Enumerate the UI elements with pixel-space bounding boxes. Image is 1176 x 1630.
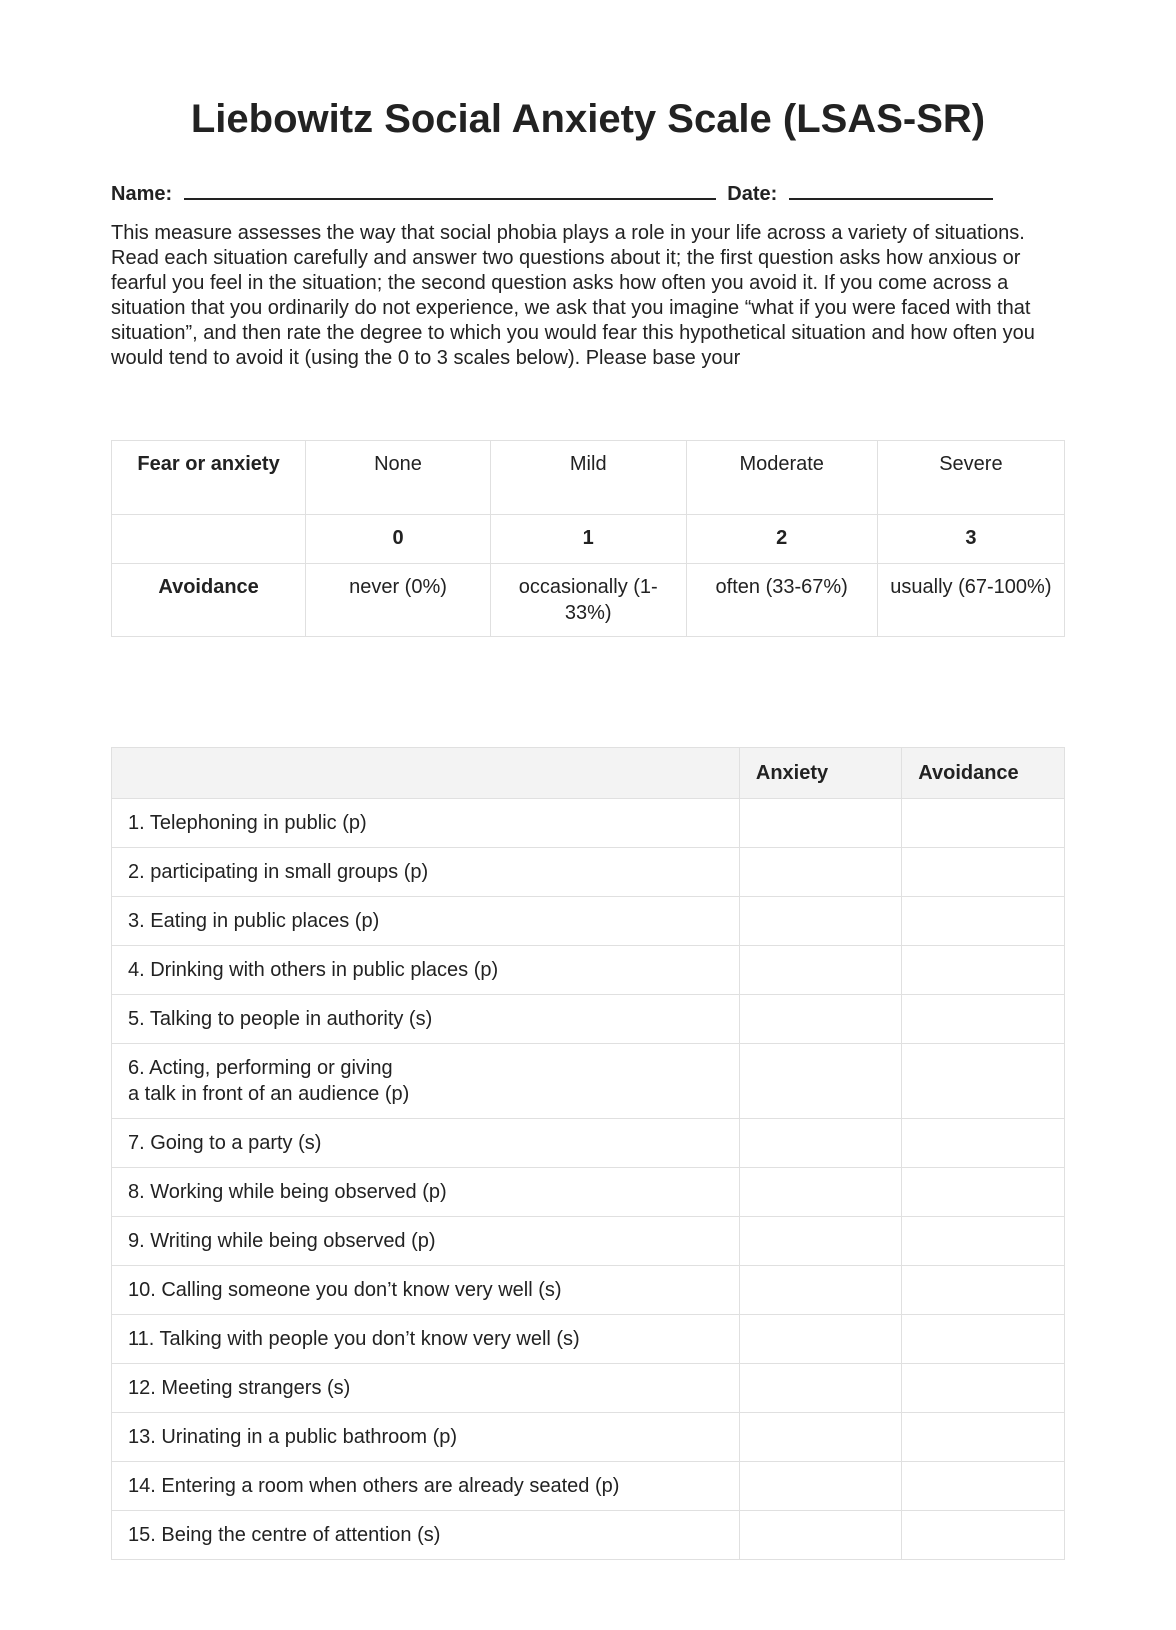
score-1: 1 [490,515,686,564]
anxiety-rating-cell[interactable] [739,1119,901,1168]
score-blank-cell [112,515,306,564]
header-avoidance: Avoidance [902,748,1065,799]
avoidance-rating-cell[interactable] [902,897,1065,946]
fear-row [112,441,1065,515]
anxiety-rating-cell[interactable] [739,995,901,1044]
avoidance-rating-cell[interactable] [902,1413,1065,1462]
score-row [112,515,1065,564]
avoidance-rating-cell[interactable] [902,946,1065,995]
score-0: 0 [306,515,491,564]
avoidance-rating-cell[interactable] [902,995,1065,1044]
situation-text: 14. Entering a room when others are already seated (p) [128,1475,620,1497]
name-field[interactable] [184,180,716,200]
avoidance-rating-cell[interactable] [902,1266,1065,1315]
situation-cell [112,946,740,995]
avoidance-rating-cell[interactable] [902,848,1065,897]
situation-cell [112,995,740,1044]
situation-cell [112,1315,740,1364]
anxiety-rating-cell[interactable] [739,1168,901,1217]
anxiety-rating-cell[interactable] [739,897,901,946]
situation-text: 2. participating in small groups (p) [128,861,429,883]
situation-text: 1. Telephoning in public (p) [128,812,367,834]
table-row [112,848,1065,897]
situation-cell [112,1168,740,1217]
table-row [112,1217,1065,1266]
situations-table [111,747,1065,1560]
situation-cell [112,1364,740,1413]
name-date-row [111,180,999,206]
anxiety-rating-cell[interactable] [739,1462,901,1511]
avoidance-rating-cell[interactable] [902,1315,1065,1364]
situation-text: 6. Acting, performing or giving [128,1057,393,1079]
fear-level-none: None [306,441,491,515]
table-row [112,1266,1065,1315]
score-2: 2 [686,515,877,564]
situation-text: 3. Eating in public places (p) [128,910,380,932]
name-label: Name: [111,183,173,205]
situation-text: 11. Talking with people you don’t know very well (s) [128,1328,580,1350]
fear-label: Fear or anxiety [112,441,306,515]
avoidance-row [112,564,1065,637]
table-row [112,1168,1065,1217]
table-row [112,1511,1065,1560]
situation-cell [112,1462,740,1511]
fear-level-severe: Severe [877,441,1064,515]
situation-cell [112,1413,740,1462]
situations-body [112,799,1065,1560]
situation-text: 10. Calling someone you don’t know very well (s) [128,1279,562,1301]
situation-cell [112,1266,740,1315]
situation-text: 5. Talking to people in authority (s) [128,1008,433,1030]
anxiety-rating-cell[interactable] [739,1511,901,1560]
anxiety-rating-cell[interactable] [739,1044,901,1119]
avoidance-label: Avoidance [112,564,306,637]
header-anxiety: Anxiety [739,748,901,799]
avoidance-level-never: never (0%) [306,564,491,637]
situation-cell [112,1217,740,1266]
rating-scale-table [111,440,1065,637]
table-row [112,946,1065,995]
situations-header-row [112,748,1065,799]
anxiety-rating-cell[interactable] [739,1364,901,1413]
date-field[interactable] [789,180,993,200]
situation-text: 15. Being the centre of attention (s) [128,1524,441,1546]
header-situation [112,748,740,799]
table-row [112,995,1065,1044]
avoidance-rating-cell[interactable] [902,1044,1065,1119]
instructions-paragraph: This measure assesses the way that social phobia plays a role in your life across a variety of situations. Read each situation carefully and answer two questions about it; the first question asks how anxious or fearful you feel in the situation; the second question asks how often you avoid it. If you come across a situation that you ordinarily do not experience, we ask that you imagine “what if you were faced with that situation”, and then rate the degree to which you would fear this hypothetical situation and how often you would tend to avoid it (using the 0 to 3 scales below). Please base your [111,222,1035,369]
situation-cell [112,848,740,897]
situation-text: 4. Drinking with others in public places (p) [128,959,499,981]
anxiety-rating-cell[interactable] [739,1266,901,1315]
table-row [112,1462,1065,1511]
anxiety-rating-cell[interactable] [739,1217,901,1266]
page-title: Liebowitz Social Anxiety Scale (LSAS-SR) [190,97,986,141]
avoidance-rating-cell[interactable] [902,799,1065,848]
situation-text: 8. Working while being observed (p) [128,1181,447,1203]
avoidance-level-usually: usually (67-100%) [877,564,1064,637]
anxiety-rating-cell[interactable] [739,946,901,995]
situation-cell [112,897,740,946]
avoidance-level-occasionally: occasionally (1-33%) [490,564,686,637]
table-row [112,1044,1065,1119]
anxiety-rating-cell[interactable] [739,848,901,897]
situation-text: 13. Urinating in a public bathroom (p) [128,1426,458,1448]
anxiety-rating-cell[interactable] [739,1413,901,1462]
avoidance-rating-cell[interactable] [902,1364,1065,1413]
avoidance-rating-cell[interactable] [902,1217,1065,1266]
table-row [112,1413,1065,1462]
fear-level-mild: Mild [490,441,686,515]
date-label: Date: [727,183,778,205]
situation-cell [112,1044,740,1119]
avoidance-rating-cell[interactable] [902,1462,1065,1511]
score-3: 3 [877,515,1064,564]
situation-text: 12. Meeting strangers (s) [128,1377,351,1399]
situation-text: a talk in front of an audience (p) [128,1083,410,1105]
avoidance-level-often: often (33-67%) [686,564,877,637]
situation-cell [112,1511,740,1560]
situation-text: 9. Writing while being observed (p) [128,1230,436,1252]
table-row [112,1364,1065,1413]
situation-cell [112,1119,740,1168]
fear-level-moderate: Moderate [686,441,877,515]
anxiety-rating-cell[interactable] [739,799,901,848]
situation-text: 7. Going to a party (s) [128,1132,322,1154]
anxiety-rating-cell[interactable] [739,1315,901,1364]
avoidance-rating-cell[interactable] [902,1119,1065,1168]
situation-cell [112,799,740,848]
table-row [112,897,1065,946]
avoidance-rating-cell[interactable] [902,1168,1065,1217]
table-row [112,1315,1065,1364]
table-row [112,1119,1065,1168]
avoidance-rating-cell[interactable] [902,1511,1065,1560]
table-row [112,799,1065,848]
